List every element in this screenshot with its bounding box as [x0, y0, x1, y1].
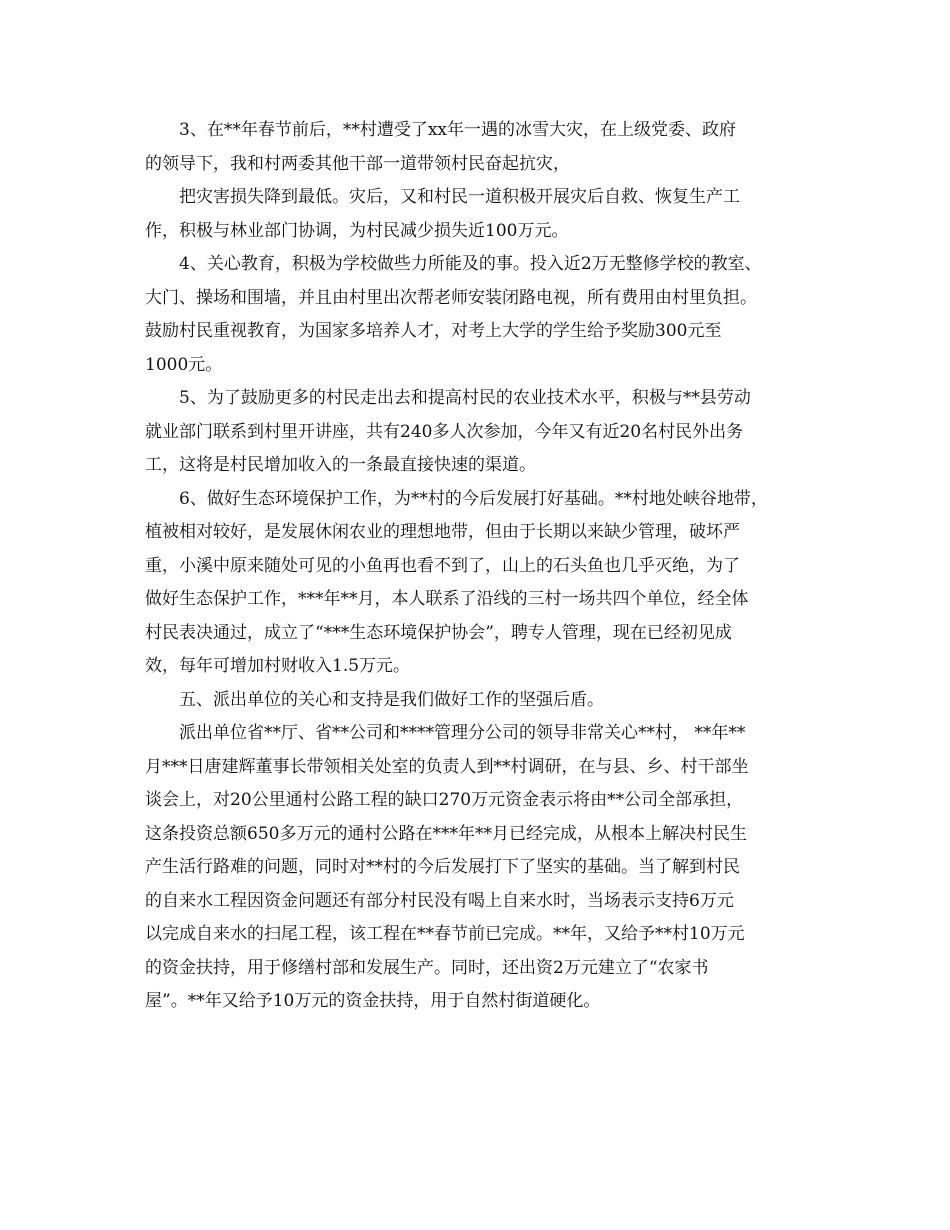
text-line: 4、关心教育，积极为学校做些力所能及的事。投入近2万无整修学校的教室、 — [179, 254, 762, 274]
text-line: 植被相对较好，是发展休闲农业的理想地带，但由于长期以来缺少管理，破坏严 — [145, 522, 740, 542]
text-line: 以完成自来水的扫尾工程，该工程在**春节前已完成。**年，又给予**村10万元 — [145, 924, 745, 944]
text-line: 3、在**年春节前后，**村遭受了xx年一遇的冰雪大灾，在上级党委、政府 — [179, 120, 736, 140]
text-line: 屋”。**年又给予10万元的资金扶持，用于自然村街道硬化。 — [145, 991, 601, 1011]
paragraph-disaster-relief — [145, 114, 825, 181]
text-line: 村民表决通过，成立了“***生态环境保护协会”，聘专人管理，现在已经初见成 — [145, 622, 732, 643]
text-line: 的自来水工程因资金问题还有部分村民没有喝上自来水时，当场表示支持6万元 — [145, 890, 734, 911]
text-line: 作，积极与林业部门协调，为村民减少损失近100万元。 — [145, 220, 569, 241]
text-line: 工，这将是村民增加收入的一条最直接快速的渠道。 — [145, 455, 536, 475]
text-line: 鼓励村民重视教育，为国家多培养人才，对考上大学的学生给予奖励300元至 — [145, 321, 722, 341]
text-line: 做好生态保护工作，***年**月，本人联系了沿线的三村一场共四个单位，经全体 — [145, 589, 749, 609]
text-line: 的领导下，我和村两委其他干部一道带领村民奋起抗灾， — [145, 153, 570, 174]
text-line: 的资金扶持，用于修缮村部和发展生产。同时，还出资2万元建立了“农家书 — [145, 957, 709, 978]
document-body — [145, 114, 825, 1019]
text-line: 派出单位省**厅、省**公司和****管理分公司的领导非常关心**村， **年** — [179, 723, 746, 743]
text-line: 就业部门联系到村里开讲座，共有240多人次参加，今年又有近20名村民外出务 — [145, 421, 744, 442]
text-line: 5、为了鼓励更多的村民走出去和提高村民的农业技术水平，积极与**县劳动 — [179, 388, 751, 408]
paragraph-education — [145, 248, 825, 382]
paragraph-training — [145, 382, 825, 483]
text-line: 效，每年可增加村财收入1.5万元。 — [145, 656, 411, 676]
text-line: 谈会上，对20公里通村公路工程的缺口270万元资金表示将由**公司全部承担， — [145, 790, 744, 810]
text-line: 6、做好生态环境保护工作，为**村的今后发展打好基础。**村地处峡谷地带， — [179, 488, 768, 509]
text-line: 产生活行路难的问题，同时对**村的今后发展打下了坚实的基础。当了解到村民 — [145, 857, 740, 877]
text-line: 重，小溪中原来随处可见的小鱼再也看不到了，山上的石头鱼也几乎灭绝，为了 — [145, 555, 740, 576]
section-heading-support — [145, 684, 825, 718]
text-line: 月***日唐建辉董事长带领相关处室的负责人到**村调研，在与县、乡、村干部坐 — [145, 756, 749, 777]
text-line: 1000元。 — [145, 354, 223, 375]
text-line: 把灾害损失降到最低。灾后，又和村民一道积极开展灾后自救、恢复生产工 — [179, 187, 740, 207]
paragraph-unit-support — [145, 717, 825, 1019]
text-line: 五、派出单位的关心和支持是我们做好工作的坚强后盾。 — [179, 689, 604, 710]
text-line: 这条投资总额650多万元的通村公路在***年**月已经完成，从根本上解决村民生 — [145, 823, 747, 844]
text-line: 大门、操场和围墙，并且由村里出次帮老师安装闭路电视，所有费用由村里负担。 — [145, 287, 757, 308]
paragraph-ecology — [145, 483, 825, 684]
paragraph-loss-reduction — [145, 181, 825, 248]
